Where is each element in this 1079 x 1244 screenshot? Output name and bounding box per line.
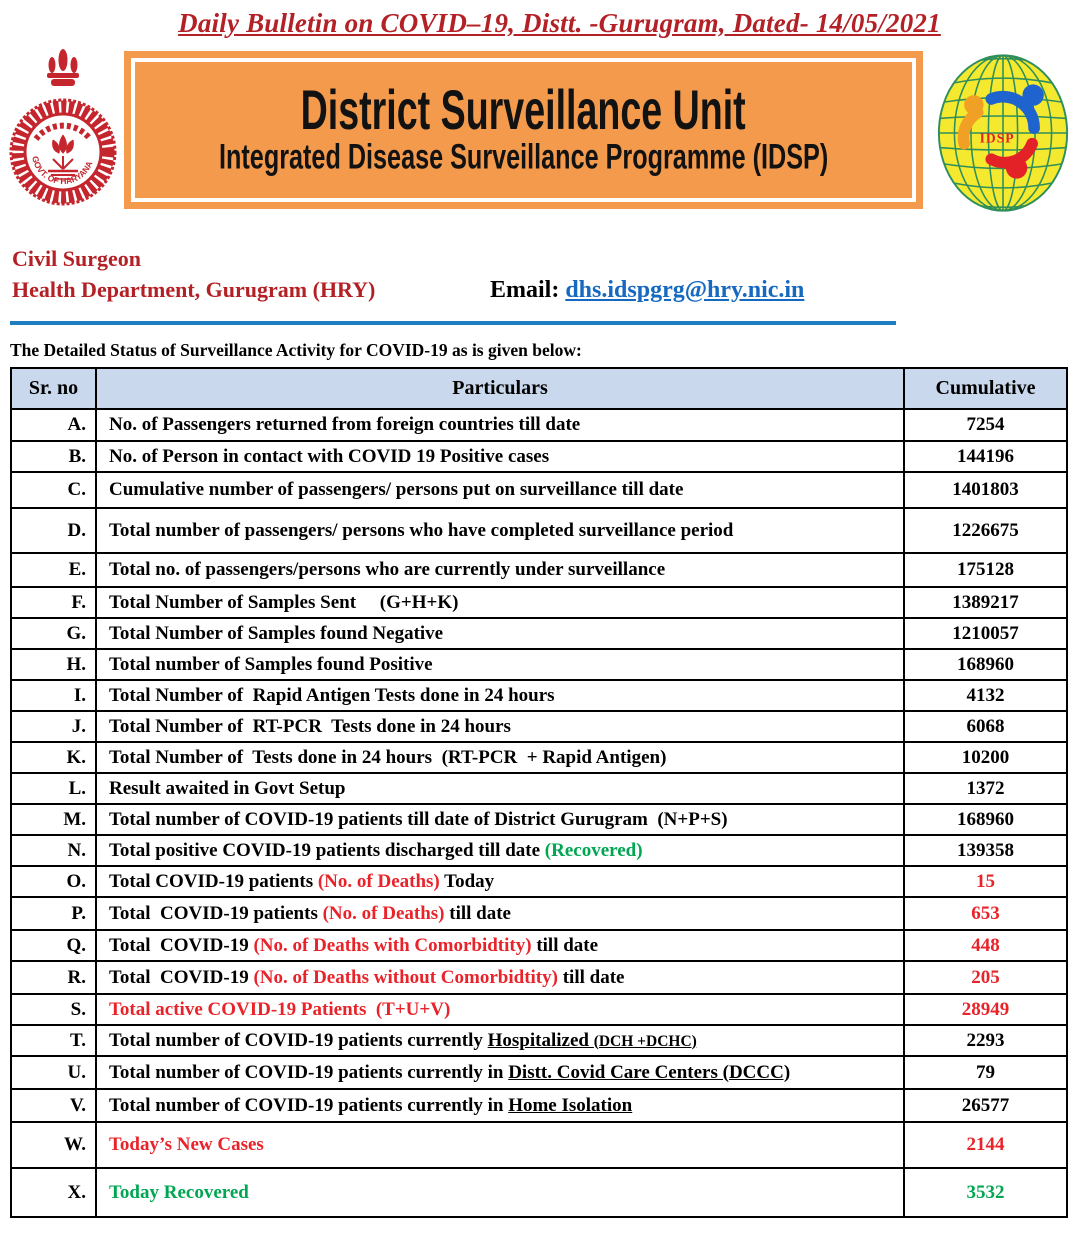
row-cumulative-value: 168960 xyxy=(904,804,1067,835)
particulars-segment: Total Number of Samples found Negative xyxy=(109,622,444,644)
particulars-segment: Today Recovered xyxy=(109,1181,249,1203)
table-row xyxy=(11,773,1067,804)
email-label: Email: xyxy=(490,277,560,303)
row-serial: I. xyxy=(11,680,96,711)
particulars-segment: Total COVID-19 xyxy=(109,966,254,988)
row-particulars xyxy=(96,1025,904,1056)
particulars-segment: Total no. of passengers/persons who are currently under surveillance xyxy=(109,559,666,580)
particulars-segment: (No. of Deaths with Comorbidtity) xyxy=(253,934,532,956)
contact-block xyxy=(0,243,1079,305)
row-cumulative-value: 175128 xyxy=(904,553,1067,587)
particulars-segment: Total Number of Rapid Antigen Tests done in 24 hours xyxy=(109,684,555,706)
row-cumulative-value: 1210057 xyxy=(904,618,1067,649)
table-row xyxy=(11,711,1067,742)
row-particulars xyxy=(96,835,904,866)
row-cumulative-value: 15 xyxy=(904,866,1067,897)
row-cumulative-value: 1389217 xyxy=(904,587,1067,618)
table-row xyxy=(11,618,1067,649)
row-particulars xyxy=(96,1056,904,1089)
page-title: Daily Bulletin on COVID–19, Distt. -Gurugram, Dated- 14/05/2021 xyxy=(178,8,941,38)
table-row xyxy=(11,1025,1067,1056)
particulars-segment: Total COVID-19 patients xyxy=(109,870,318,892)
particulars-segment: Total number of COVID-19 patients currently in xyxy=(109,1094,509,1116)
row-cumulative-value: 1226675 xyxy=(904,508,1067,553)
row-cumulative-value: 79 xyxy=(904,1056,1067,1089)
contact-office: Civil Surgeon xyxy=(12,246,141,271)
particulars-segment: Distt. Covid Care Centers (DCCC) xyxy=(508,1061,791,1083)
row-cumulative-value: 1372 xyxy=(904,773,1067,804)
contact-department: Health Department, Gurugram (HRY) xyxy=(12,277,376,302)
row-serial: S. xyxy=(11,994,96,1025)
row-particulars xyxy=(96,1122,904,1168)
row-particulars xyxy=(96,649,904,680)
particulars-segment: Total number of passengers/ persons who have completed surveillance period xyxy=(109,519,734,541)
row-serial: B. xyxy=(11,441,96,472)
particulars-segment: Total Number of Tests done in 24 hours (RT-PCR + Rapid Antigen) xyxy=(109,746,667,768)
bulletin-table-body xyxy=(11,409,1067,1217)
particulars-segment: Total COVID-19 xyxy=(109,934,254,956)
table-row xyxy=(11,472,1067,508)
row-cumulative-value: 4132 xyxy=(904,680,1067,711)
particulars-segment: Hospitalized xyxy=(487,1029,594,1051)
row-particulars xyxy=(96,711,904,742)
idsp-globe-logo-icon xyxy=(935,49,1071,217)
col-header-cumulative: Cumulative xyxy=(904,368,1067,409)
table-row xyxy=(11,1056,1067,1089)
surveillance-table xyxy=(10,367,1068,1218)
row-serial: H. xyxy=(11,649,96,680)
table-row xyxy=(11,742,1067,773)
banner-title: District Surveillance Unit xyxy=(300,77,747,141)
particulars-segment: till date xyxy=(531,934,599,956)
table-row xyxy=(11,961,1067,994)
row-serial: L. xyxy=(11,773,96,804)
row-particulars xyxy=(96,680,904,711)
table-row xyxy=(11,1089,1067,1122)
particulars-segment: No. of Person in contact with COVID 19 Positive cases xyxy=(109,445,550,467)
row-particulars xyxy=(96,930,904,961)
particulars-segment: Home Isolation xyxy=(508,1094,633,1116)
row-particulars xyxy=(96,618,904,649)
row-serial: R. xyxy=(11,961,96,994)
row-cumulative-value: 6068 xyxy=(904,711,1067,742)
row-particulars xyxy=(96,508,904,553)
row-particulars xyxy=(96,441,904,472)
particulars-segment: Today xyxy=(439,870,495,892)
row-cumulative-value: 168960 xyxy=(904,649,1067,680)
table-row xyxy=(11,866,1067,897)
row-serial: F. xyxy=(11,587,96,618)
banner xyxy=(124,51,923,209)
table-row xyxy=(11,587,1067,618)
row-serial: V. xyxy=(11,1089,96,1122)
row-particulars xyxy=(96,773,904,804)
banner-inner xyxy=(131,58,916,202)
table-row xyxy=(11,649,1067,680)
row-cumulative-value: 1401803 xyxy=(904,472,1067,508)
table-row xyxy=(11,409,1067,441)
table-row xyxy=(11,553,1067,587)
row-serial: P. xyxy=(11,897,96,930)
row-cumulative-value: 10200 xyxy=(904,742,1067,773)
particulars-segment: Total number of COVID-19 patients currently xyxy=(109,1029,488,1051)
table-row xyxy=(11,1168,1067,1217)
row-particulars xyxy=(96,1089,904,1122)
particulars-segment: (No. of Deaths without Comorbidtity) xyxy=(253,966,558,988)
table-row xyxy=(11,508,1067,553)
table-row xyxy=(11,835,1067,866)
table-row xyxy=(11,930,1067,961)
row-particulars xyxy=(96,553,904,587)
particulars-segment: Result awaited in Govt Setup xyxy=(109,777,346,799)
row-particulars xyxy=(96,587,904,618)
col-header-sr-no: Sr. no xyxy=(11,368,96,409)
table-row xyxy=(11,1122,1067,1168)
row-serial: W. xyxy=(11,1122,96,1168)
particulars-segment: Total number of Samples found Positive xyxy=(109,653,433,675)
row-cumulative-value: 28949 xyxy=(904,994,1067,1025)
particulars-segment: No. of Passengers returned from foreign countries till date xyxy=(109,414,581,435)
banner-subtitle: Integrated Disease Surveillance Programme (IDSP) xyxy=(218,138,829,178)
divider-rule xyxy=(10,321,896,325)
row-serial: E. xyxy=(11,553,96,587)
row-cumulative-value: 139358 xyxy=(904,835,1067,866)
row-cumulative-value: 2144 xyxy=(904,1122,1067,1168)
row-cumulative-value: 7254 xyxy=(904,409,1067,441)
row-particulars xyxy=(96,897,904,930)
particulars-segment: till date xyxy=(444,902,511,924)
particulars-segment: till date xyxy=(557,966,625,988)
particulars-segment: Total active COVID-19 Patients (T+U+V) xyxy=(109,998,451,1020)
particulars-segment: Total positive COVID-19 patients discharged till date xyxy=(109,839,545,861)
row-serial: O. xyxy=(11,866,96,897)
table-row xyxy=(11,441,1067,472)
row-cumulative-value: 26577 xyxy=(904,1089,1067,1122)
row-particulars xyxy=(96,472,904,508)
row-serial: T. xyxy=(11,1025,96,1056)
particulars-segment: Total COVID-19 patients xyxy=(109,902,323,924)
particulars-segment: (No. of Deaths) xyxy=(317,870,440,892)
row-serial: U. xyxy=(11,1056,96,1089)
header-band xyxy=(0,47,1079,223)
email-link[interactable]: dhs.idspgrg@hry.nic.in xyxy=(565,277,805,303)
row-serial: C. xyxy=(11,472,96,508)
row-particulars xyxy=(96,409,904,441)
row-particulars xyxy=(96,804,904,835)
row-cumulative-value: 2293 xyxy=(904,1025,1067,1056)
row-serial: N. xyxy=(11,835,96,866)
table-row xyxy=(11,680,1067,711)
particulars-segment: Total number of COVID-19 patients till date of District Gurugram (N+P+S) xyxy=(109,808,728,830)
emblem-caption: GOVT. OF HARYANA xyxy=(30,155,95,187)
row-cumulative-value: 3532 xyxy=(904,1168,1067,1217)
particulars-segment: Today’s New Cases xyxy=(109,1134,264,1155)
row-serial: M. xyxy=(11,804,96,835)
particulars-segment: (No. of Deaths) xyxy=(322,902,445,924)
row-particulars xyxy=(96,1168,904,1217)
idsp-logo-label: IDSP xyxy=(979,130,1015,146)
row-particulars xyxy=(96,994,904,1025)
row-serial: G. xyxy=(11,618,96,649)
row-cumulative-value: 205 xyxy=(904,961,1067,994)
particulars-segment: Total Number of Samples Sent (G+H+K) xyxy=(109,591,459,613)
row-serial: J. xyxy=(11,711,96,742)
table-header-row xyxy=(11,368,1067,409)
particulars-segment: Cumulative number of passengers/ persons put on surveillance till date xyxy=(109,479,684,500)
particulars-segment: Total Number of RT-PCR Tests done in 24 hours xyxy=(109,715,511,737)
table-row xyxy=(11,897,1067,930)
row-serial: K. xyxy=(11,742,96,773)
row-cumulative-value: 144196 xyxy=(904,441,1067,472)
row-serial: X. xyxy=(11,1168,96,1217)
intro-text: The Detailed Status of Surveillance Activity for COVID-19 as is given below: xyxy=(10,340,582,360)
row-particulars xyxy=(96,866,904,897)
row-cumulative-value: 653 xyxy=(904,897,1067,930)
row-particulars xyxy=(96,961,904,994)
row-serial: Q. xyxy=(11,930,96,961)
particulars-segment: (Recovered) xyxy=(544,839,643,861)
col-header-particulars: Particulars xyxy=(96,368,904,409)
row-particulars xyxy=(96,742,904,773)
row-serial: D. xyxy=(11,508,96,553)
row-serial: A. xyxy=(11,409,96,441)
haryana-govt-emblem-icon xyxy=(8,47,118,219)
particulars-segment: Total number of COVID-19 patients currently in xyxy=(109,1061,509,1083)
particulars-segment: (DCH +DCHC) xyxy=(593,1032,697,1050)
table-row xyxy=(11,804,1067,835)
table-row xyxy=(11,994,1067,1025)
row-cumulative-value: 448 xyxy=(904,930,1067,961)
